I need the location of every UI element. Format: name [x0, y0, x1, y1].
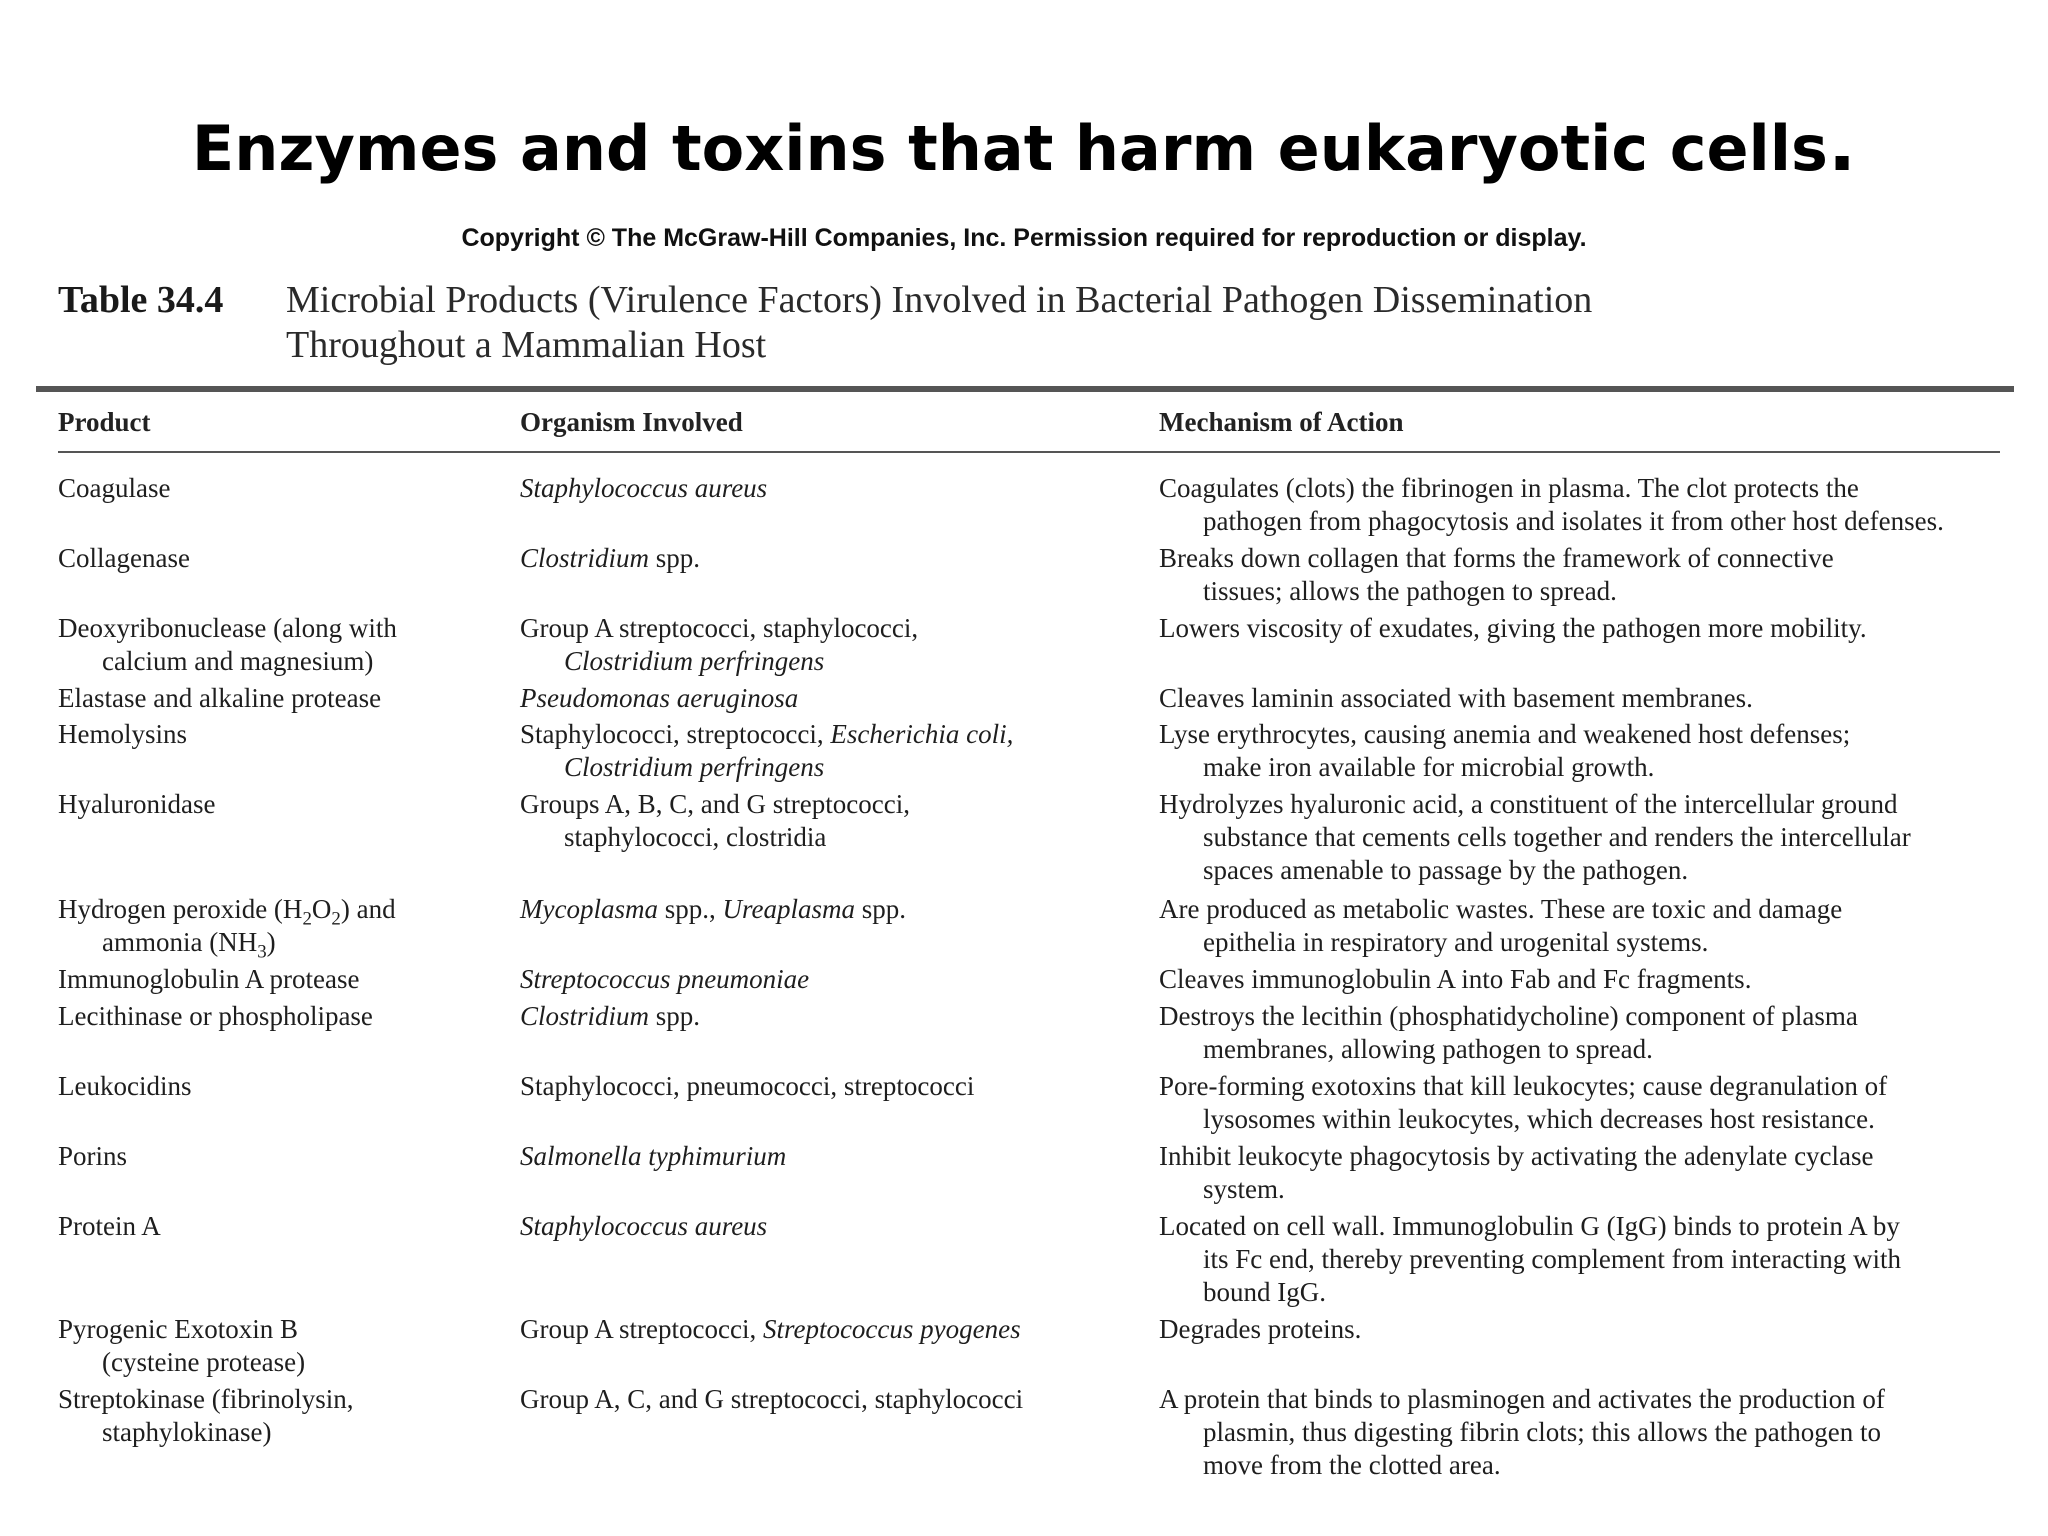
product-cell: [58, 788, 498, 821]
mechanism-line: Cleaves laminin associated with basement membranes.: [1159, 683, 1753, 713]
mechanism-line: Lyse erythrocytes, causing anemia and weakened host defenses;: [1159, 719, 1851, 749]
subscript: 3: [257, 941, 267, 963]
mechanism-line: plasmin, thus digesting fibrin clots; this allows the pathogen to: [1203, 1417, 1881, 1447]
organism-line: Group A streptococci, staphylococci,: [520, 613, 919, 643]
mechanism-cell: [1159, 1383, 2009, 1482]
product-cell: [58, 1210, 498, 1243]
mechanism-line: Inhibit leukocyte phagocytosis by activating the adenylate cyclase: [1159, 1141, 1874, 1171]
subscript: 2: [302, 908, 312, 930]
product-cell: [58, 718, 498, 751]
mechanism-cell: [1159, 1000, 2009, 1066]
mechanism-cell: [1159, 718, 2009, 784]
mechanism-line: Degrades proteins.: [1159, 1314, 1362, 1344]
product-line: [58, 926, 498, 963]
product-text: O: [311, 894, 332, 924]
organism-cell: [520, 1313, 1100, 1346]
mechanism-cell: [1159, 612, 2009, 645]
product-cell: [58, 1313, 498, 1379]
product-cell: [58, 472, 498, 505]
organism-genus: Ureaplasma: [722, 894, 855, 924]
table-caption-line: Throughout a Mammalian Host: [286, 324, 767, 366]
organism-cell: [520, 1070, 1100, 1103]
mechanism-line: A protein that binds to plasminogen and activates the production of: [1159, 1384, 1885, 1414]
organism-line: Staphylococcus aureus: [520, 1211, 768, 1241]
organism-cell: [520, 1140, 1100, 1173]
mechanism-cell: [1159, 963, 2009, 996]
organism-cell: [520, 1383, 1100, 1416]
organism-line: staphylococci, clostridia: [564, 822, 827, 852]
organism-line: [520, 1000, 1100, 1033]
mechanism-cell: [1159, 1140, 2009, 1206]
organism-line: Pseudomonas aeruginosa: [520, 683, 799, 713]
table-caption-line: Microbial Products (Virulence Factors) Involved in Bacterial Pathogen Dissemination: [286, 279, 1593, 321]
mechanism-line: move from the clotted area.: [1203, 1450, 1501, 1480]
organism-cell: [520, 788, 1100, 854]
product-cell: [58, 963, 498, 996]
mechanism-line: Located on cell wall. Immunoglobulin G (IgG) binds to protein A by: [1159, 1211, 1900, 1241]
product-line: Streptokinase (fibrinolysin,: [58, 1384, 354, 1414]
mechanism-line: Coagulates (clots) the fibrinogen in plasma. The clot protects the: [1159, 473, 1859, 503]
mechanism-cell: [1159, 788, 2009, 887]
mechanism-line: spaces amenable to passage by the pathogen.: [1203, 855, 1689, 885]
organism-cell: [520, 718, 1100, 784]
product-line: (cysteine protease): [102, 1347, 306, 1377]
product-cell: [58, 1070, 498, 1103]
mechanism-cell: [1159, 1210, 2009, 1309]
product-line: Porins: [58, 1141, 128, 1171]
organism-suffix: spp.: [854, 894, 906, 924]
mechanism-cell: [1159, 1070, 2009, 1136]
organism-line: [520, 1313, 1100, 1346]
table-caption: [286, 278, 1886, 368]
organism-text: Staphylococci, streptococci,: [520, 719, 831, 749]
organism-line: Staphylococci, pneumococci, streptococci: [520, 1071, 975, 1101]
product-line: calcium and magnesium): [102, 646, 374, 676]
product-text: ammonia (NH: [102, 927, 258, 957]
product-line: Pyrogenic Exotoxin B: [58, 1314, 298, 1344]
table-header-rule: [58, 451, 2000, 453]
mechanism-line: bound IgG.: [1203, 1277, 1326, 1307]
mechanism-line: tissues; allows the pathogen to spread.: [1203, 576, 1617, 606]
organism-line: Clostridium perfringens: [564, 752, 825, 782]
table-number: Table 34.4: [58, 279, 224, 321]
organism-cell: [520, 682, 1100, 715]
product-text: ): [266, 927, 276, 957]
organism-cell: [520, 1000, 1100, 1033]
product-text: Hydrogen peroxide (H: [58, 894, 303, 924]
product-line: staphylokinase): [102, 1417, 272, 1447]
product-cell: [58, 893, 498, 963]
organism-species: Escherichia coli,: [830, 719, 1014, 749]
product-line: Elastase and alkaline protease: [58, 683, 382, 713]
mechanism-line: Pore-forming exotoxins that kill leukocytes; cause degranulation of: [1159, 1071, 1888, 1101]
product-line: Hemolysins: [58, 719, 188, 749]
organism-genus: Clostridium: [520, 543, 650, 573]
mechanism-line: Destroys the lecithin (phosphatidycholine) component of plasma: [1159, 1001, 1858, 1031]
product-line: Collagenase: [58, 543, 190, 573]
product-line: Deoxyribonuclease (along with: [58, 613, 397, 643]
mechanism-line: Cleaves immunoglobulin A into Fab and Fc fragments.: [1159, 964, 1752, 994]
slide-title-text: Enzymes and toxins that harm eukaryotic cells: [191, 112, 1828, 185]
mechanism-line: epithelia in respiratory and urogenital systems.: [1203, 927, 1709, 957]
mechanism-line: lysosomes within leukocytes, which decreases host resistance.: [1203, 1104, 1875, 1134]
organism-genus: Clostridium: [520, 1001, 650, 1031]
organism-species: Streptococcus pyogenes: [762, 1314, 1021, 1344]
product-text: ) and: [340, 894, 396, 924]
organism-cell: [520, 612, 1100, 678]
slide-title-period: .: [1827, 102, 1857, 188]
mechanism-cell: [1159, 1313, 2009, 1346]
subscript: 2: [331, 908, 341, 930]
mechanism-line: pathogen from phagocytosis and isolates it from other host defenses.: [1203, 506, 1944, 536]
mechanism-cell: [1159, 682, 2009, 715]
product-line: Lecithinase or phospholipase: [58, 1001, 373, 1031]
product-line: Protein A: [58, 1211, 161, 1241]
table-top-rule: [36, 386, 2014, 392]
organism-text: Group A streptococci,: [520, 1314, 763, 1344]
mechanism-line: membranes, allowing pathogen to spread.: [1203, 1034, 1653, 1064]
product-cell: [58, 1383, 498, 1449]
organism-genus: Mycoplasma: [520, 894, 658, 924]
organism-suffix: spp.: [649, 543, 701, 573]
organism-line: [520, 542, 1100, 575]
product-cell: [58, 542, 498, 575]
organism-cell: [520, 963, 1100, 996]
organism-line: Group A, C, and G streptococci, staphylococci: [520, 1384, 1024, 1414]
copyright-notice: Copyright © The McGraw-Hill Companies, Inc. Permission required for reproduction or display.: [461, 224, 1587, 252]
column-header-product: Product: [58, 407, 151, 437]
organism-line: Streptococcus pneumoniae: [520, 964, 810, 994]
mechanism-cell: [1159, 472, 2009, 538]
organism-line: [520, 893, 1100, 926]
mechanism-line: Hydrolyzes hyaluronic acid, a constituent of the intercellular ground: [1159, 789, 1898, 819]
organism-cell: [520, 893, 1100, 926]
mechanism-line: Breaks down collagen that forms the framework of connective: [1159, 543, 1834, 573]
product-cell: [58, 1000, 498, 1033]
organism-cell: [520, 472, 1100, 505]
organism-cell: [520, 1210, 1100, 1243]
product-line: [58, 893, 498, 930]
organism-suffix: spp.,: [657, 894, 723, 924]
product-cell: [58, 682, 498, 715]
mechanism-line: make iron available for microbial growth.: [1203, 752, 1655, 782]
mechanism-line: substance that cements cells together and renders the intercellular: [1203, 822, 1911, 852]
product-line: Leukocidins: [58, 1071, 192, 1101]
product-line: Immunoglobulin A protease: [58, 964, 360, 994]
mechanism-line: Are produced as metabolic wastes. These are toxic and damage: [1159, 894, 1843, 924]
mechanism-cell: [1159, 542, 2009, 608]
organism-line: [520, 718, 1100, 751]
column-header-organism: Organism Involved: [520, 407, 743, 437]
mechanism-line: Lowers viscosity of exudates, giving the pathogen more mobility.: [1159, 613, 1867, 643]
organism-line: Groups A, B, C, and G streptococci,: [520, 789, 910, 819]
organism-line: Staphylococcus aureus: [520, 473, 768, 503]
column-header-mechanism: Mechanism of Action: [1159, 407, 1404, 437]
organism-line: Clostridium perfringens: [564, 646, 825, 676]
product-line: Hyaluronidase: [58, 789, 216, 819]
mechanism-line: system.: [1203, 1174, 1285, 1204]
slide-title: [0, 103, 2048, 191]
organism-suffix: spp.: [649, 1001, 701, 1031]
product-line: Coagulase: [58, 473, 171, 503]
mechanism-line: its Fc end, thereby preventing complement from interacting with: [1203, 1244, 1902, 1274]
organism-cell: [520, 542, 1100, 575]
product-cell: [58, 1140, 498, 1173]
product-cell: [58, 612, 498, 678]
mechanism-cell: [1159, 893, 2009, 959]
organism-line: Salmonella typhimurium: [520, 1141, 787, 1171]
